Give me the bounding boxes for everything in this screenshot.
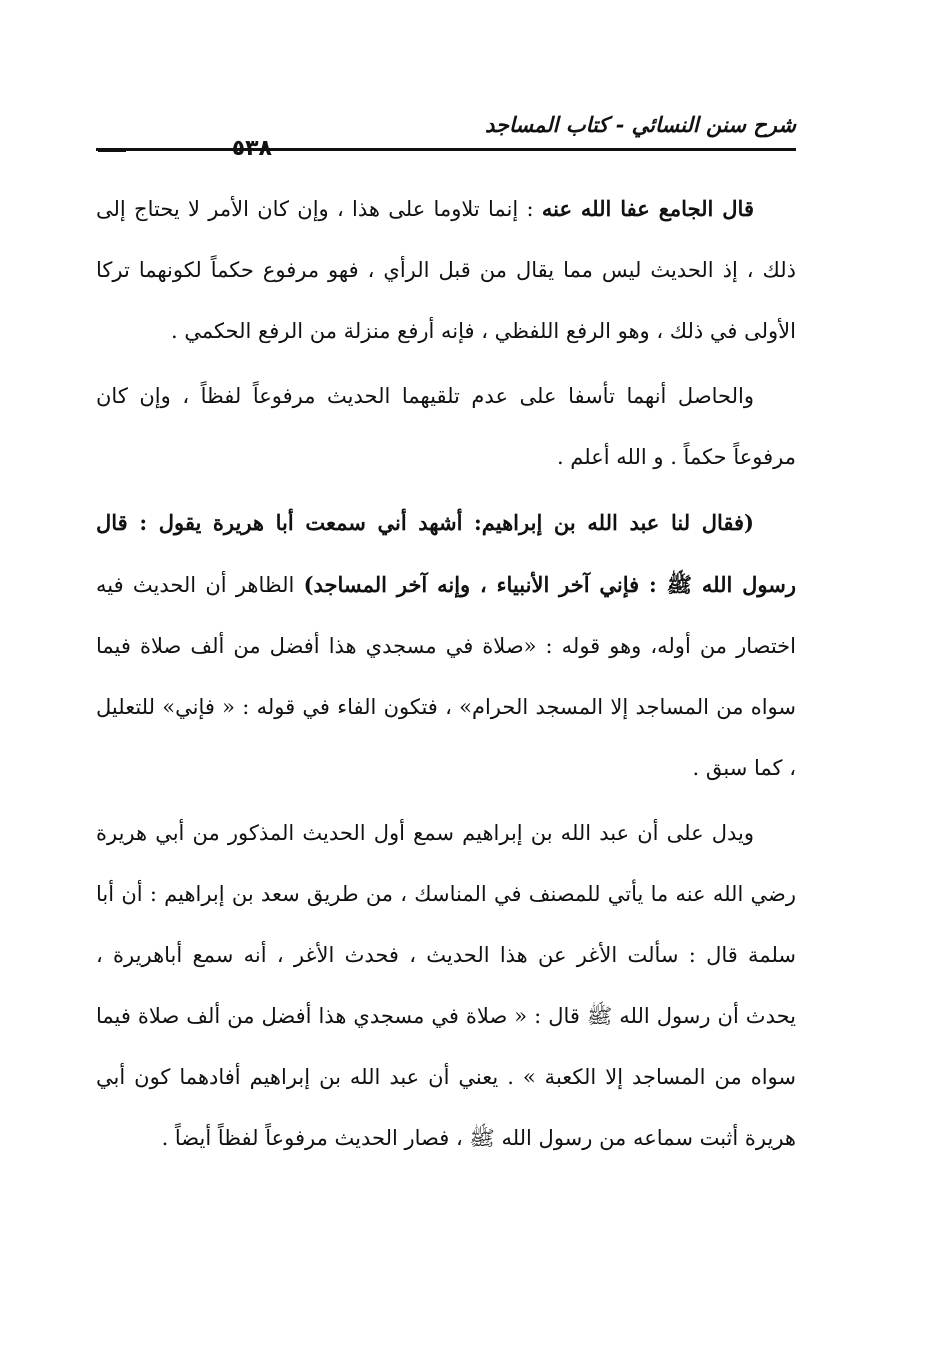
paragraph-3-text: الظاهر أن الحديث فيه اختصار من أوله، وهو قوله : «صلاة في مسجدي هذا أفضل من ألف صلاة فيما سواه من المساجد إلا المسجد الحرام» ، فتكون الفاء في قوله : « فإني» للتعليل ، كما سبق .: [96, 573, 796, 780]
paragraph-2: [96, 366, 796, 488]
paragraph-4: [96, 803, 796, 1169]
running-header: [96, 112, 796, 162]
page-number: ٥٣٨: [231, 136, 272, 161]
body-text: [96, 178, 796, 1169]
paragraph-3-lead: (فقال لنا عبد الله بن إبراهيم: أشهد أني سمعت أبا هريرة يقول : قال رسول الله ﷺ : فإني آخر الأنبياء ، وإنه آخر المساجد): [96, 510, 797, 597]
paragraph-1-text: : إنما تلاوما على هذا ، وإن كان الأمر لا يحتاج إلى ذلك ، إذ الحديث ليس مما يقال من قبل الرأي ، فهو مرفوع حكماً لكونهما تركا الأولى في ذلك ، وهو الرفع اللفظي ، فإنه أرفع منزلة من الرفع الحكمي .: [96, 197, 796, 343]
paragraph-3: [96, 492, 796, 799]
header-title: شرح سنن النسائي - كتاب المساجد: [485, 112, 796, 137]
header-rule: [96, 148, 796, 151]
paragraph-1-lead: قال الجامع عفا الله عنه: [541, 196, 754, 221]
paragraph-4-text: ويدل على أن عبد الله بن إبراهيم سمع أول الحديث المذكور من أبي هريرة رضي الله عنه ما يأتي للمصنف في المناسك ، من طريق سعد بن إبراهيم : أن أبا سلمة قال : سألت الأغر عن هذا الحديث ، فحدث الأغر ، أنه سمع أباهريرة ، يحدث أن رسول الله ﷺ قال : « صلاة في مسجدي هذا أفضل من ألف صلاة فيما سواه من المساجد إلا الكعبة » . يعني أن عبد الله بن إبراهيم أفادهما كون أبي هريرة أثبت سماعه من رسول الله ﷺ ، فصار الحديث مرفوعاً لفظاً أيضاً .: [96, 821, 796, 1150]
paragraph-2-text: والحاصل أنهما تأسفا على عدم تلقيهما الحديث مرفوعاً لفظاً ، وإن كان مرفوعاً حكماً . و الله أعلم .: [96, 384, 796, 469]
page-number-dash: [98, 149, 126, 152]
paragraph-1: [96, 178, 796, 362]
